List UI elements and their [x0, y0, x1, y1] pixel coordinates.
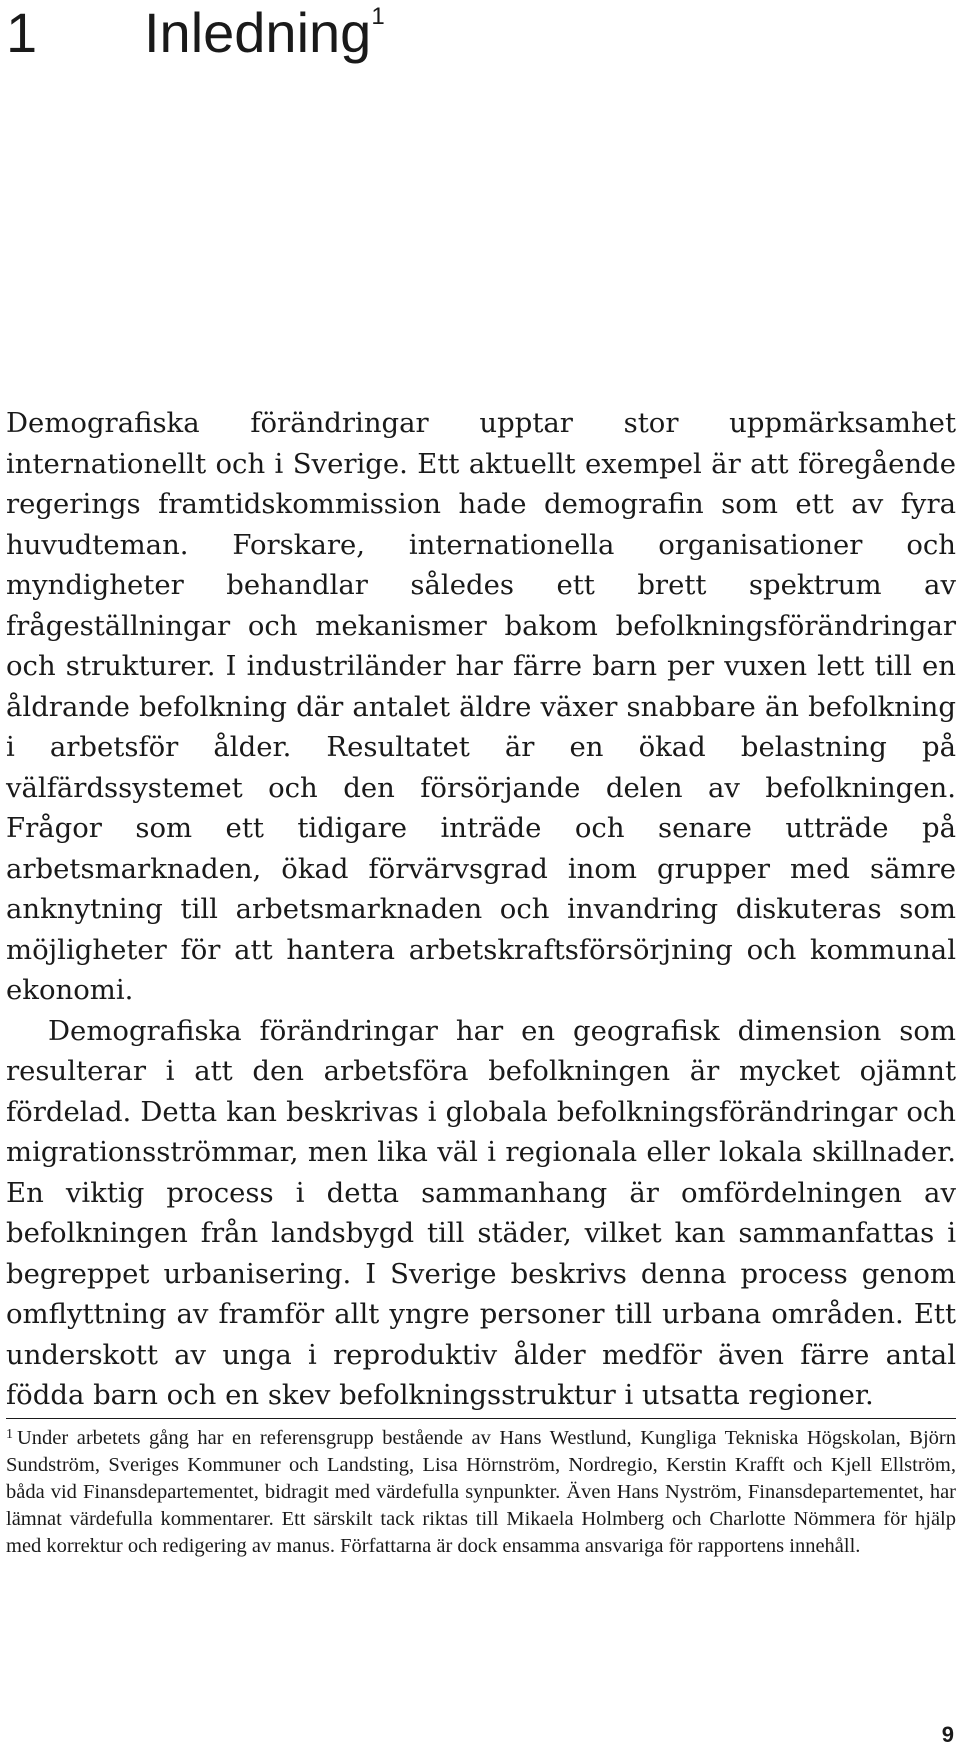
chapter-number: 1	[6, 1, 38, 64]
chapter-title: Inledning	[144, 1, 372, 64]
page-number: 9	[941, 1722, 954, 1747]
footnote-reference[interactable]: 1	[371, 3, 385, 30]
paragraph-2: Demografiska förändringar har en geografisk dimension som resulterar i att den arbetsföra befolkningen är mycket ojämnt fördelad. Detta kan beskrivas i globala befolkningsförändringar och migrationsströmmar, men lika väl i regionala eller lokala skillnader. En viktig process i detta sammanhang är omfördelningen av befolkningen från landsbygd till städer, vilket kan sammanfattas i begreppet urbanisering. I Sverige beskrivs denna process genom omflyttning av framför allt yngre personer till urbana områden. Ett underskott av unga i reproduktiv ålder medför även färre antal födda barn och en skev befolkningsstruktur i utsatta regioner.	[6, 1014, 956, 1411]
footnote-marker: 1	[6, 1427, 13, 1442]
footnote	[6, 1425, 956, 1560]
body-text	[6, 403, 956, 1416]
chapter-heading	[6, 0, 385, 66]
footnote-divider	[6, 1418, 956, 1419]
paragraph-1: Demografiska förändringar upptar stor uppmärksamhet internationellt och i Sverige. Ett aktuellt exempel är att föregående regerings framtidskommission hade demografin som ett av fyra huvudteman. Forskare, internationella organisationer och myndigheter behandlar således ett brett spektrum av frågeställningar och mekanismer bakom befolkningsförändringar och strukturer. I industriländer har färre barn per vuxen lett till en åldrande befolkning där antalet äldre växer snabbare än befolkning i arbetsför ålder. Resultatet är en ökad belastning på välfärdssystemet och den försörjande delen av befolkningen. Frågor som ett tidigare inträde och senare utträde på arbetsmarknaden, ökad förvärvsgrad inom grupper med sämre anknytning till arbetsmarknaden och invandring diskuteras som möjligheter för att hantera arbetskraftsförsörjning och kommunal ekonomi.	[6, 407, 956, 1006]
footnote-text: Under arbetets gång har en referensgrupp bestående av Hans Westlund, Kungliga Tekniska Högskolan, Björn Sundström, Sveriges Kommuner och Landsting, Lisa Hörnström, Nordregio, Kerstin Krafft och Kjell Ellström, båda vid Finansdepartementet, bidragit med värdefulla synpunkter. Även Hans Nyström, Finansdepartementet, har lämnat värdefulla kommentarer. Ett särskilt tack riktas till Mikaela Holmberg och Charlotte Nömmera för hjälp med korrektur och redigering av manus. Författarna är dock ensamma ansvariga för rapportens innehåll.	[6, 1427, 956, 1557]
